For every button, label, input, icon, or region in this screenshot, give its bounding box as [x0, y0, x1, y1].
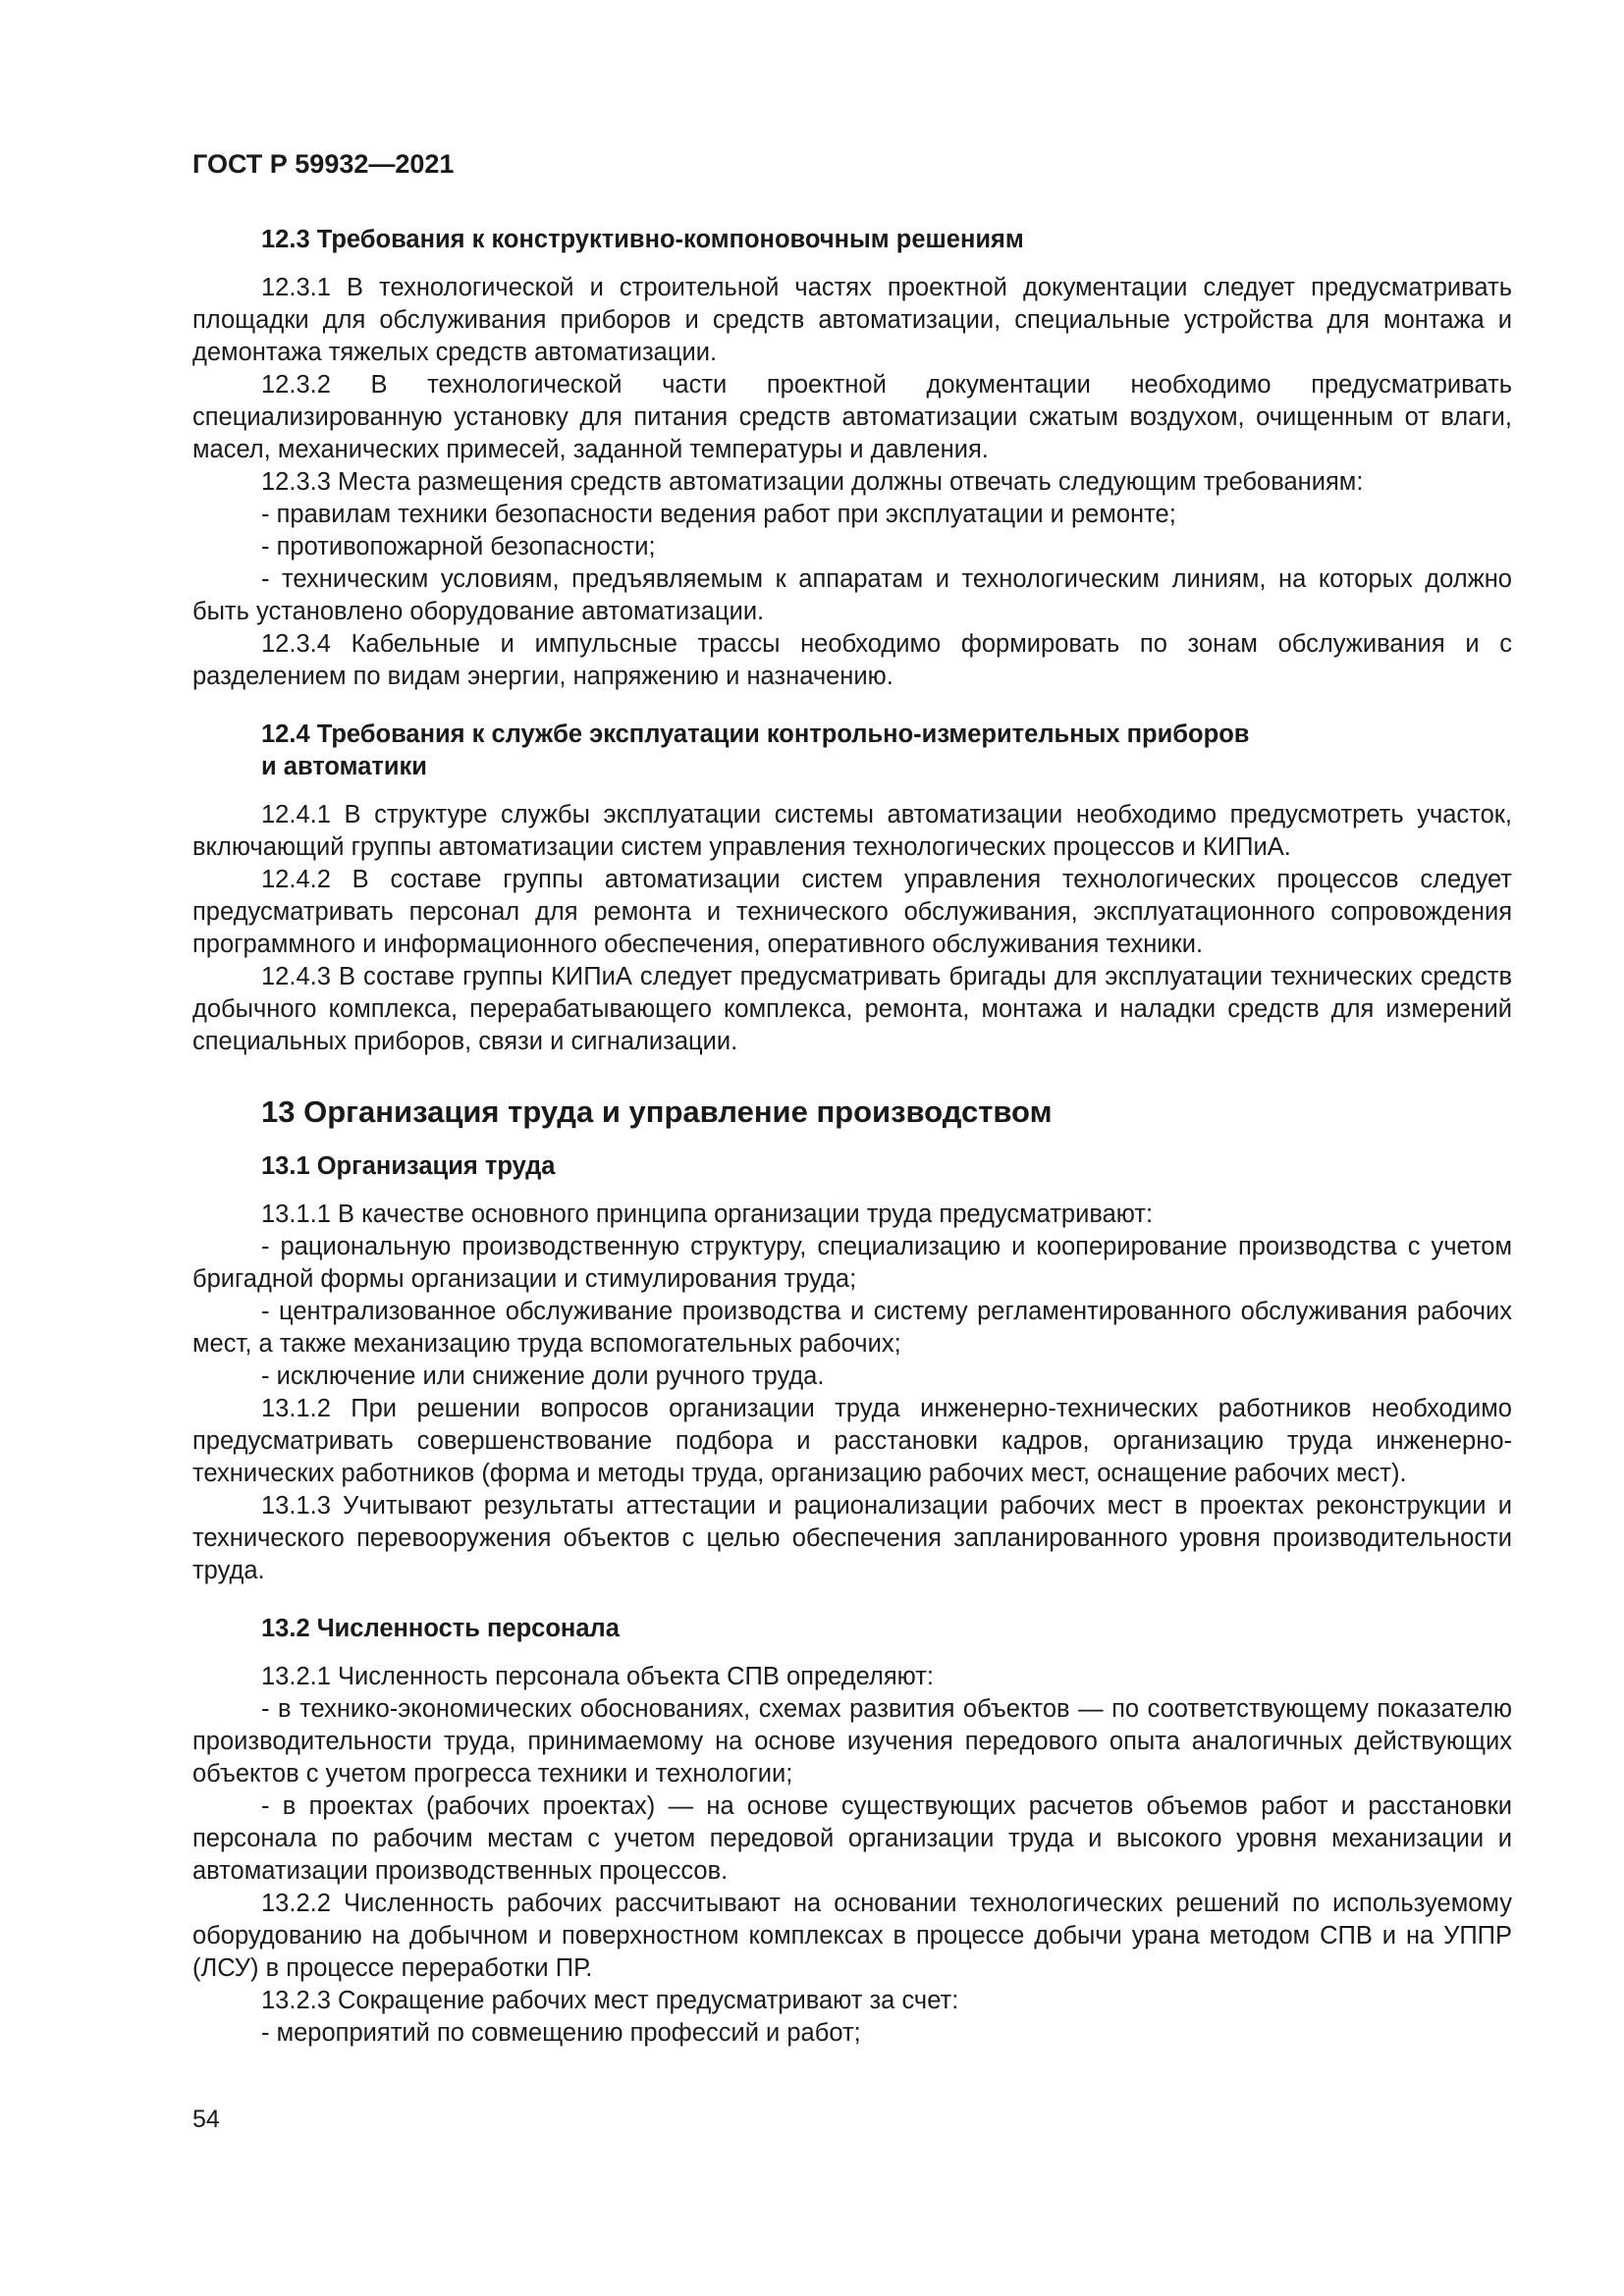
- document-header: ГОСТ Р 59932—2021: [192, 149, 455, 179]
- section-12-3-heading: 12.3 Требования к конструктивно-компоновочным решениям: [261, 226, 1024, 253]
- list-item: - техническим условиям, предъявляемым к аппаратам и технологическим линиям, на которых должно быть установлено оборудование автоматизации.: [192, 565, 1512, 625]
- paragraph-13-1-2: 13.1.2 При решении вопросов организации труда инженерно-технических работников необходимо предусматривать совершенствование подбора и расстановки кадров, организацию труда инженерно-технических работников (форма и методы труда, организацию рабочих мест, оснащение рабочих мест).: [192, 1395, 1512, 1487]
- section-12-4-heading: [192, 719, 1512, 783]
- paragraph-12-3-2: 12.3.2 В технологической части проектной документации необходимо предусматривать специализированную установку для питания средств автоматизации сжатым воздухом, очищенным от влаги, масел, механических примесей, заданной температуры и давления.: [192, 371, 1512, 463]
- paragraph-12-4-1: 12.4.1 В структуре службы эксплуатации системы автоматизации необходимо предусмотреть участок, включающий группы автоматизации систем управления технологических процессов и КИПиА.: [192, 801, 1512, 861]
- section-12-4-heading-line1: 12.4 Требования к службе эксплуатации контрольно-измерительных приборов: [261, 721, 1250, 748]
- paragraph-12-3-3: 12.3.3 Места размещения средств автоматизации должны отвечать следующим требованиям:: [261, 468, 1364, 496]
- paragraph-13-2-2: 13.2.2 Численность рабочих рассчитывают на основании технологических решений по используемому оборудованию на добычном и поверхностном комплексах в процессе добычи урана методом СПВ и на УППР (ЛСУ) в процессе переработки ПР.: [192, 1890, 1512, 1982]
- paragraph-12-3-4: 12.3.4 Кабельные и импульсные трассы необходимо формировать по зонам обслуживания и с разделением по видам энергии, напряжению и назначению.: [192, 630, 1512, 690]
- section-13-heading: 13 Организация труда и управление производством: [261, 1095, 1053, 1129]
- list-item: - в проектах (рабочих проектах) — на основе существующих расчетов объемов работ и расстановки персонала по рабочим местам с учетом передовой организации труда и высокого уровня механизации и автоматизации производственных процессов.: [192, 1792, 1512, 1885]
- list-item: - централизованное обслуживание производства и систему регламентированного обслуживания рабочих мест, а также механизацию труда вспомогательных рабочих;: [192, 1298, 1512, 1358]
- paragraph-12-4-3: 12.4.3 В составе группы КИПиА следует предусматривать бригады для эксплуатации технических средств добычного комплекса, перерабатывающего комплекса, ремонта, монтажа и наладки средств для измерений специальных приборов, связи и сигнализации.: [192, 963, 1512, 1055]
- list-item: - исключение или снижение доли ручного труда.: [261, 1362, 825, 1390]
- section-13-2-heading: 13.2 Численность персонала: [261, 1615, 620, 1642]
- paragraph-12-4-2: 12.4.2 В составе группы автоматизации систем управления технологических процессов следует предусматривать персонал для ремонта и технического обслуживания, эксплуатационного сопровождения программного и информационного обеспечения, оперативного обслуживания техники.: [192, 866, 1512, 958]
- paragraph-13-1-3: 13.1.3 Учитывают результаты аттестации и рационализации рабочих мест в проектах реконструкции и технического перевооружения объектов с целью обеспечения запланированного уровня производительности труда.: [192, 1492, 1512, 1584]
- paragraph-13-2-3: 13.2.3 Сокращение рабочих мест предусматривают за счет:: [261, 1987, 959, 2014]
- paragraph-13-1-1: 13.1.1 В качестве основного принципа организации труда предусматривают:: [261, 1201, 1154, 1228]
- list-item: - мероприятий по совмещению профессий и работ;: [261, 2019, 861, 2047]
- list-item: - противопожарной безопасности;: [261, 533, 656, 561]
- section-12-4-heading-line2: и автоматики: [261, 753, 427, 780]
- list-item: - правилам техники безопасности ведения работ при эксплуатации и ремонте;: [261, 501, 1176, 528]
- list-item: - рациональную производственную структуру, специализацию и кооперирование производства с учетом бригадной формы организации и стимулирования труда;: [192, 1233, 1512, 1293]
- page-number: 54: [192, 2106, 220, 2133]
- paragraph-13-2-1: 13.2.1 Численность персонала объекта СПВ определяют:: [261, 1663, 935, 1690]
- section-13-1-heading: 13.1 Организация труда: [261, 1152, 556, 1180]
- document-page: [192, 147, 1512, 2050]
- paragraph-12-3-1: 12.3.1 В технологической и строительной частях проектной документации следует предусматривать площадки для обслуживания приборов и средств автоматизации, специальные устройства для монтажа и демонтажа тяжелых средств автоматизации.: [192, 274, 1512, 366]
- list-item: - в технико-экономических обоснованиях, схемах развития объектов — по соответствующему показателю производительности труда, принимаемому на основе изучения передового опыта аналогичных действующих объектов с учетом прогресса техники и технологии;: [192, 1695, 1512, 1788]
